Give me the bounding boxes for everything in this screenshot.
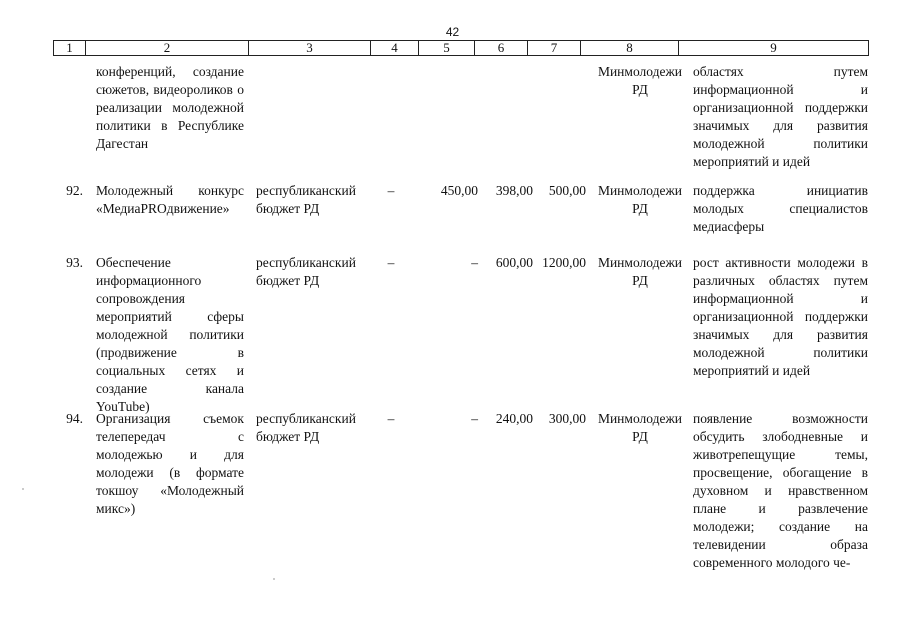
col4-cell: – [387,183,395,198]
funding-source-cell: республиканский бюджет РД [256,255,356,288]
header-col-5: 5 [419,41,475,56]
header-col-8: 8 [581,41,679,56]
header-col-6: 6 [475,41,528,56]
scan-speck [273,578,275,580]
activity-cell: конференций, создание сюжетов, видеороликов о реализации молодежной политики в Республике Дагестан [96,64,244,151]
executor-cell: Минмолодежи РД [597,411,683,444]
funding-source-cell: республиканский бюджет РД [256,411,356,444]
col6-cell: 600,00 [495,255,533,270]
col6-cell: 240,00 [495,411,533,426]
col7-cell: 500,00 [548,183,586,198]
scan-speck [22,488,24,490]
col5-cell: – [471,411,478,426]
col5-cell: – [471,255,478,270]
header-col-9: 9 [679,41,869,56]
executor-cell: Минмолодежи РД [597,64,683,97]
executor-cell: Минмолодежи РД [597,255,683,288]
funding-source-cell: республиканский бюджет РД [256,183,356,216]
header-col-2: 2 [86,41,249,56]
row-number: 92. [66,183,83,198]
col7-cell: 300,00 [548,411,586,426]
header-col-3: 3 [249,41,371,56]
activity-cell: Молодежный конкурс «МедиаPROдвижение» [96,183,244,216]
header-col-4: 4 [371,41,419,56]
col4-cell: – [387,255,395,270]
col6-cell: 398,00 [495,183,533,198]
result-cell: появление возможности обсудить злободневные и животрепещущие темы, просвещение, обогащение в духовном и нравственном плане и развлечение молодежи; создание на телевидении образа современного молодого че- [693,411,868,570]
row-number: 93. [66,255,83,270]
col5-cell: 450,00 [440,183,478,198]
activity-cell: Обеспечение информационного сопровождения мероприятий сферы молодежной политики (продвижение в социальных сетях и создание канала YouTube) [96,255,244,414]
result-cell: рост активности молодежи в различных областях путем информационной и организационной поддержки значимых для развития молодежной политики мероприятий и идей [693,255,868,378]
result-cell: областях путем информационной и организационной поддержки значимых для развития молодежной политики мероприятий и идей [693,64,868,169]
result-cell: поддержка инициатив молодых специалистов медиасферы [693,183,868,234]
col7-cell: 1200,00 [542,255,586,270]
header-col-7: 7 [528,41,581,56]
executor-cell: Минмолодежи РД [597,183,683,216]
row-number: 94. [66,411,83,426]
page-number: 42 [445,25,460,39]
column-number-header [53,40,869,56]
activity-cell: Организация съемок телепередач с молодежью и для молодежи (в формате токшоу «Молодежный микс») [96,411,244,516]
col4-cell: – [387,411,395,426]
header-col-1: 1 [54,41,86,56]
